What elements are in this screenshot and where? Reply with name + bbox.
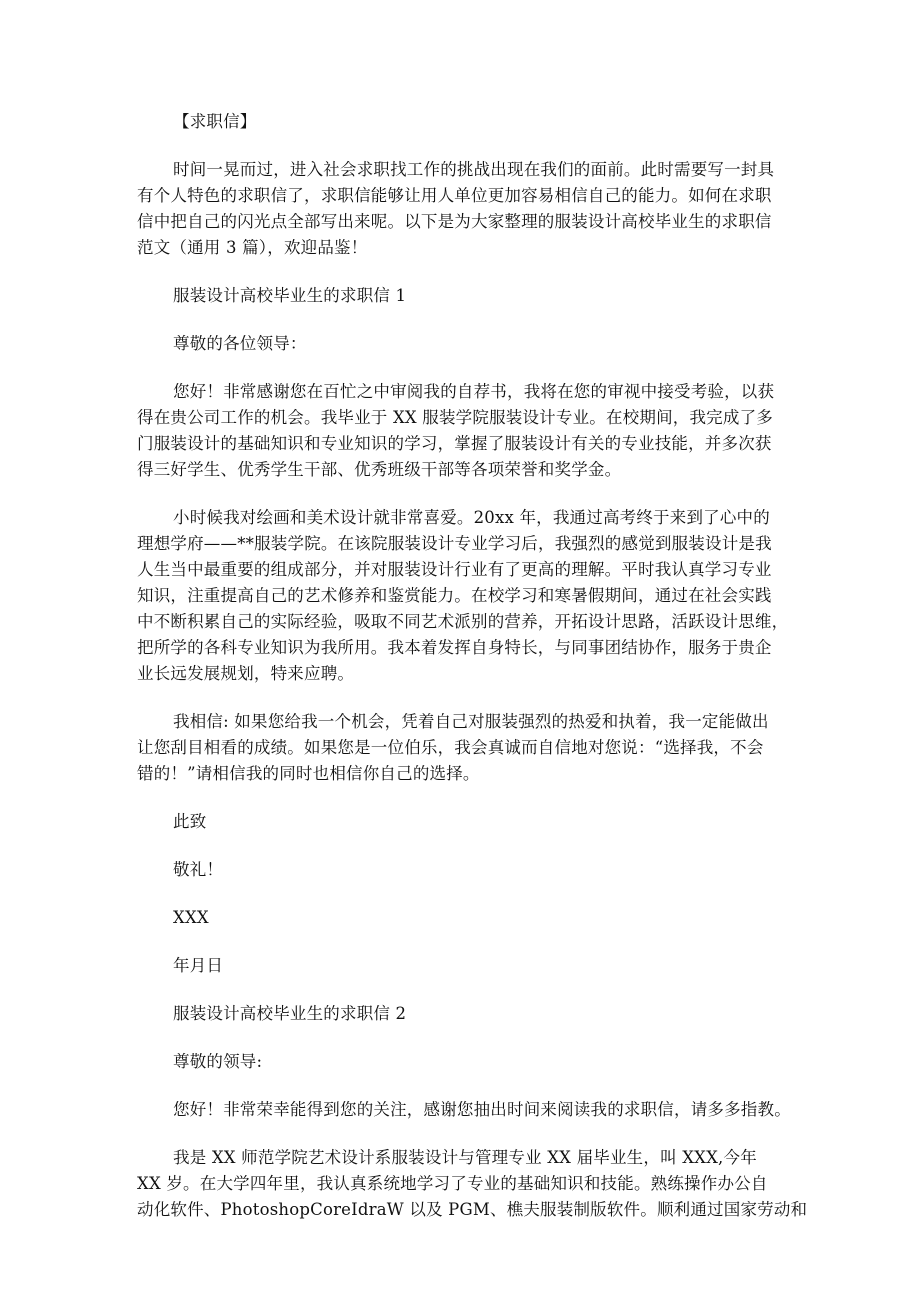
letter1-para3-line: 我相信: 如果您给我一个机会，凭着自己对服装强烈的热爱和执着，我一定能做出 xyxy=(173,712,769,731)
intro-line: 有个人特色的求职信了，求职信能够让用人单位更加容易相信自己的能力。如何在求职 xyxy=(137,186,772,205)
letter1-para2-line: 把所学的各科专业知识为我所用。我本着发挥自身特长，与同事团结协作，服务于贵企 xyxy=(137,638,772,657)
intro-line: 范文（通用 3 篇），欢迎品鉴！ xyxy=(137,238,368,257)
letter2-para2-line: 动化软件、PhotoshopCoreIdraW 以及 PGM、樵夫服装制版软件。顺利通过国家劳动和 xyxy=(137,1200,808,1219)
letter1-para1-line: 得在贵公司工作的机会。我毕业于 XX 服装学院服装设计专业。在校期间，我完成了多 xyxy=(137,408,773,427)
intro-line: 时间一晃而过，进入社会求职找工作的挑战出现在我们的面前。此时需要写一封具 xyxy=(173,160,775,179)
letter1-closing-2: 敬礼！ xyxy=(173,860,224,879)
letter2-salutation: 尊敬的领导: xyxy=(173,1052,263,1071)
letter1-para1-line: 您好！非常感谢您在百忙之中审阅我的自荐书，我将在您的审视中接受考验，以获 xyxy=(173,382,775,401)
letter1-date: 年月日 xyxy=(173,956,224,975)
letter1-para1-line: 得三好学生、优秀学生干部、优秀班级干部等各项荣誉和奖学金。 xyxy=(137,460,622,479)
letter1-closing-1: 此致 xyxy=(173,812,207,831)
letter1-para3-line: 让您刮目相看的成绩。如果您是一位伯乐，我会真诚而自信地对您说：“选择我，不会 xyxy=(137,738,764,757)
letter1-para2-line: 业长远发展规划，特来应聘。 xyxy=(137,664,355,683)
letter1-para2-line: 知识，注重提高自己的艺术修养和鉴赏能力。在校学习和寒暑假期间，通过在社会实践 xyxy=(137,586,772,605)
letter2-para2-line: XX 岁。在大学四年里，我认真系统地学习了专业的基础知识和技能。熟练操作办公自 xyxy=(137,1174,768,1193)
letter1-salutation: 尊敬的各位领导： xyxy=(173,334,307,353)
letter1-title: 服装设计高校毕业生的求职信 1 xyxy=(173,286,407,305)
letter1-para2-line: 理想学府——**服装学院。在该院服装设计专业学习后，我强烈的感觉到服装设计是我 xyxy=(137,534,772,553)
letter1-para2-line: 中不断积累自己的实际经验，吸取不同艺术派别的营养，开拓设计思路，活跃设计思维， xyxy=(137,612,789,631)
letter1-signature: XXX xyxy=(173,908,209,927)
letter1-para1-line: 门服装设计的基础知识和专业知识的学习，掌握了服装设计有关的专业技能，并多次获 xyxy=(137,434,772,453)
letter2-title: 服装设计高校毕业生的求职信 2 xyxy=(173,1004,407,1023)
letter2-para1: 您好！非常荣幸能得到您的关注，感谢您抽出时间来阅读我的求职信，请多多指教。 xyxy=(173,1100,791,1119)
letter1-para2-line: 人生当中最重要的组成部分，并对服装设计行业有了更高的理解。平时我认真学习专业 xyxy=(137,560,772,579)
letter1-para3-line: 错的！”请相信我的同时也相信你自己的选择。 xyxy=(137,764,480,783)
doc-heading: 【求职信】 xyxy=(173,112,257,131)
letter1-para2-line: 小时候我对绘画和美术设计就非常喜爱。20xx 年，我通过高考终于来到了心中的 xyxy=(173,508,770,527)
letter2-para2-line: 我是 XX 师范学院艺术设计系服装设计与管理专业 XX 届毕业生，叫 XXX,今年 xyxy=(173,1148,757,1167)
intro-line: 信中把自己的闪光点全部写出来呢。以下是为大家整理的服装设计高校毕业生的求职信 xyxy=(137,212,772,231)
